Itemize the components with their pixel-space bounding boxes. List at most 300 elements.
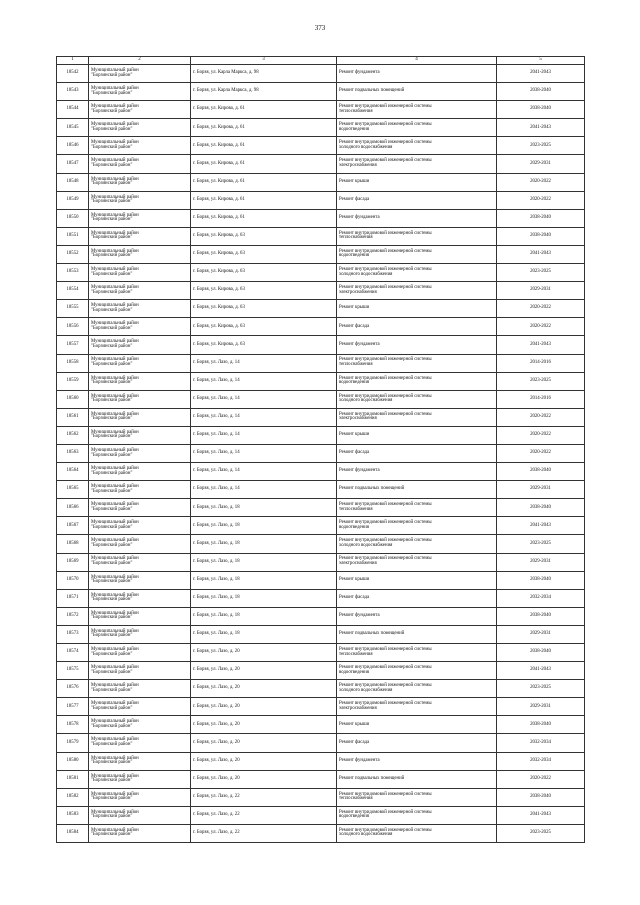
period-cell: 2032-2034 <box>497 589 585 607</box>
work-type-line: холодного водоснабжения <box>339 398 393 404</box>
work-type-cell <box>337 607 497 625</box>
address-cell: г. Борзя, ул. Лазо, д. 18 <box>191 625 337 643</box>
address-cell: г. Борзя, ул. Лазо, д. 20 <box>191 752 337 770</box>
municipality-cell <box>89 553 191 571</box>
record-number: 18572 <box>57 607 89 625</box>
municipality-line: Муниципальный район <box>91 393 139 399</box>
table-row <box>57 535 585 553</box>
municipality-line: Муниципальный район <box>91 429 139 435</box>
period-cell: 2029-2031 <box>497 155 585 173</box>
record-number: 18566 <box>57 499 89 517</box>
work-type-line: Ремонт внутридомовой инженерной системы <box>339 791 432 797</box>
work-type-cell <box>337 535 497 553</box>
table-row <box>57 282 585 300</box>
address-cell: г. Борзя, ул. Лазо, д. 20 <box>191 680 337 698</box>
period-cell: 2020-2022 <box>497 173 585 191</box>
municipality-cell <box>89 716 191 734</box>
municipality-line: Муниципальный район <box>91 701 139 707</box>
work-type-line: Ремонт внутридомовой инженерной системы <box>339 502 432 508</box>
table-row <box>57 119 585 137</box>
address-cell: г. Борзя, ул. Кирова, д. 61 <box>191 191 337 209</box>
table-row <box>57 589 585 607</box>
period-cell: 2029-2031 <box>497 481 585 499</box>
municipality-line: "Борзинский район" <box>91 217 133 223</box>
work-type-line: Ремонт внутридомовой инженерной системы <box>339 701 432 707</box>
work-type-cell <box>337 390 497 408</box>
work-type-line: Ремонт внутридомовой инженерной системы <box>339 665 432 671</box>
work-type-cell <box>337 444 497 462</box>
address-cell: г. Борзя, ул. Кирова, д. 61 <box>191 173 337 191</box>
municipality-cell <box>89 264 191 282</box>
column-header-4: 4 <box>337 57 497 65</box>
municipality-line: "Борзинский район" <box>91 181 133 187</box>
table-row <box>57 227 585 245</box>
municipality-cell <box>89 119 191 137</box>
work-type-line: Ремонт внутридомовой инженерной системы <box>339 248 432 254</box>
work-type-line: Ремонт фасада <box>339 739 370 745</box>
municipality-line: "Борзинский район" <box>91 470 133 476</box>
municipality-line: "Борзинский район" <box>91 669 133 675</box>
work-type-cell <box>337 806 497 824</box>
municipality-line: Муниципальный район <box>91 484 139 490</box>
table-row <box>57 137 585 155</box>
address-cell: г. Борзя, ул. Кирова, д. 63 <box>191 300 337 318</box>
municipality-cell <box>89 571 191 589</box>
municipality-cell <box>89 806 191 824</box>
municipality-cell <box>89 589 191 607</box>
work-type-cell <box>337 300 497 318</box>
work-type-line: электроснабжения <box>339 561 377 567</box>
work-type-line: водоотведения <box>339 380 369 386</box>
municipality-line: "Борзинский район" <box>91 271 133 277</box>
municipality-line: "Борзинский район" <box>91 235 133 241</box>
municipality-line: Муниципальный район <box>91 67 139 73</box>
address-cell: г. Борзя, ул. Кирова, д. 63 <box>191 227 337 245</box>
table-row <box>57 734 585 752</box>
record-number: 18569 <box>57 553 89 571</box>
municipality-line: Муниципальный район <box>91 411 139 417</box>
work-type-line: Ремонт внутридомовой инженерной системы <box>339 104 432 110</box>
period-cell: 2023-2025 <box>497 680 585 698</box>
record-number: 18545 <box>57 119 89 137</box>
work-type-line: Ремонт подвальных помещений <box>339 775 405 781</box>
record-number: 18553 <box>57 264 89 282</box>
table-row <box>57 716 585 734</box>
work-type-cell <box>337 571 497 589</box>
page-number: 373 <box>314 24 326 32</box>
municipality-cell <box>89 734 191 752</box>
period-cell: 2020-2022 <box>497 318 585 336</box>
municipality-line: Муниципальный район <box>91 86 139 92</box>
work-type-cell <box>337 662 497 680</box>
municipality-cell <box>89 607 191 625</box>
period-cell: 2041-2043 <box>497 806 585 824</box>
work-type-line: теплоснабжения <box>339 235 373 241</box>
municipality-cell <box>89 444 191 462</box>
work-type-line: Ремонт внутридомовой инженерной системы <box>339 809 432 815</box>
record-number: 18565 <box>57 481 89 499</box>
municipality-cell <box>89 155 191 173</box>
municipality-line: Муниципальный район <box>91 303 139 309</box>
table-row <box>57 83 585 101</box>
table-row <box>57 625 585 643</box>
work-type-line: электроснабжения <box>339 163 377 169</box>
period-cell: 2041-2043 <box>497 662 585 680</box>
record-number: 18561 <box>57 408 89 426</box>
work-type-cell <box>337 209 497 227</box>
record-number: 18550 <box>57 209 89 227</box>
period-cell: 2038-2040 <box>497 499 585 517</box>
record-number: 18570 <box>57 571 89 589</box>
work-type-cell <box>337 463 497 481</box>
record-number: 18583 <box>57 806 89 824</box>
record-number: 18564 <box>57 463 89 481</box>
municipality-line: Муниципальный район <box>91 230 139 236</box>
period-cell: 2038-2040 <box>497 644 585 662</box>
period-cell: 2020-2022 <box>497 408 585 426</box>
work-type-line: теплоснабжения <box>339 506 373 512</box>
table-row <box>57 481 585 499</box>
work-type-line: Ремонт внутридомовой инженерной системы <box>339 140 432 146</box>
work-type-line: Ремонт подвальных помещений <box>339 631 405 637</box>
municipality-cell <box>89 426 191 444</box>
work-type-cell <box>337 752 497 770</box>
address-cell: г. Борзя, ул. Лазо, д. 18 <box>191 499 337 517</box>
period-cell: 2038-2040 <box>497 209 585 227</box>
period-cell: 2029-2031 <box>497 698 585 716</box>
address-cell: г. Борзя, ул. Карла Маркса, д. 98 <box>191 83 337 101</box>
address-cell: г. Борзя, ул. Лазо, д. 20 <box>191 662 337 680</box>
record-number: 18577 <box>57 698 89 716</box>
period-cell: 2038-2040 <box>497 227 585 245</box>
municipality-cell <box>89 680 191 698</box>
municipality-line: Муниципальный район <box>91 357 139 363</box>
municipality-line: "Борзинский район" <box>91 488 133 494</box>
record-number: 18575 <box>57 662 89 680</box>
table-row <box>57 571 585 589</box>
work-type-line: Ремонт внутридомовой инженерной системы <box>339 556 432 562</box>
address-cell: г. Борзя, ул. Лазо, д. 20 <box>191 770 337 788</box>
address-cell: г. Борзя, ул. Лазо, д. 18 <box>191 607 337 625</box>
work-type-line: Ремонт внутридомовой инженерной системы <box>339 122 432 128</box>
work-type-line: Ремонт внутридомовой инженерной системы <box>339 827 432 833</box>
municipality-line: Муниципальный район <box>91 212 139 218</box>
municipality-line: "Борзинский район" <box>91 126 133 132</box>
work-type-line: холодного водоснабжения <box>339 144 393 150</box>
work-type-line: Ремонт внутридомовой инженерной системы <box>339 411 432 417</box>
municipality-line: "Борзинский район" <box>91 325 133 331</box>
record-number: 18576 <box>57 680 89 698</box>
record-number: 18582 <box>57 788 89 806</box>
table-row <box>57 354 585 372</box>
municipality-cell <box>89 517 191 535</box>
work-type-line: Ремонт фасада <box>339 196 370 202</box>
address-cell: г. Борзя, ул. Лазо, д. 14 <box>191 354 337 372</box>
municipality-line: Муниципальный район <box>91 809 139 815</box>
municipality-line: "Борзинский район" <box>91 90 133 96</box>
municipality-line: "Борзинский район" <box>91 633 133 639</box>
municipality-line: Муниципальный район <box>91 755 139 761</box>
work-type-line: Ремонт крыши <box>339 721 370 727</box>
record-number: 18579 <box>57 734 89 752</box>
work-type-line: водоотведения <box>339 524 369 530</box>
address-cell: г. Борзя, ул. Лазо, д. 18 <box>191 571 337 589</box>
address-cell: г. Борзя, ул. Карла Маркса, д. 98 <box>191 65 337 83</box>
address-cell: г. Борзя, ул. Кирова, д. 63 <box>191 318 337 336</box>
column-header-3: 3 <box>191 57 337 65</box>
period-cell: 2038-2040 <box>497 83 585 101</box>
table-row <box>57 553 585 571</box>
municipality-line: Муниципальный район <box>91 574 139 580</box>
municipality-line: "Борзинский район" <box>91 814 133 820</box>
table-row <box>57 770 585 788</box>
work-type-line: водоотведения <box>339 814 369 820</box>
address-cell: г. Борзя, ул. Лазо, д. 18 <box>191 535 337 553</box>
table-row <box>57 390 585 408</box>
municipality-cell <box>89 101 191 119</box>
work-type-line: водоотведения <box>339 669 369 675</box>
table-row <box>57 752 585 770</box>
municipality-line: Муниципальный район <box>91 122 139 128</box>
municipality-line: "Борзинский район" <box>91 416 133 422</box>
record-number: 18562 <box>57 426 89 444</box>
municipality-line: Муниципальный район <box>91 375 139 381</box>
work-type-line: электроснабжения <box>339 705 377 711</box>
municipality-cell <box>89 318 191 336</box>
work-type-cell <box>337 698 497 716</box>
work-type-line: Ремонт внутридомовой инженерной системы <box>339 683 432 689</box>
work-type-line: Ремонт внутридомовой инженерной системы <box>339 375 432 381</box>
work-type-line: Ремонт внутридомовой инженерной системы <box>339 520 432 526</box>
municipality-line: "Борзинский район" <box>91 380 133 386</box>
municipality-cell <box>89 300 191 318</box>
municipality-cell <box>89 662 191 680</box>
municipality-line: "Борзинский район" <box>91 597 133 603</box>
period-cell: 2041-2043 <box>497 119 585 137</box>
table-row <box>57 65 585 83</box>
address-cell: г. Борзя, ул. Лазо, д. 18 <box>191 517 337 535</box>
address-cell: г. Борзя, ул. Кирова, д. 61 <box>191 155 337 173</box>
record-number: 18554 <box>57 282 89 300</box>
work-type-cell <box>337 101 497 119</box>
record-number: 18563 <box>57 444 89 462</box>
table-body <box>57 57 585 843</box>
period-cell: 2038-2040 <box>497 788 585 806</box>
work-type-cell <box>337 282 497 300</box>
period-cell: 2020-2022 <box>497 426 585 444</box>
municipality-line: Муниципальный район <box>91 104 139 110</box>
work-type-line: Ремонт внутридомовой инженерной системы <box>339 285 432 291</box>
table-row <box>57 318 585 336</box>
period-cell: 2020-2022 <box>497 444 585 462</box>
address-cell: г. Борзя, ул. Лазо, д. 20 <box>191 698 337 716</box>
work-type-line: Ремонт фундамента <box>339 613 380 619</box>
work-type-line: Ремонт внутридомовой инженерной системы <box>339 230 432 236</box>
address-cell: г. Борзя, ул. Кирова, д. 61 <box>191 101 337 119</box>
work-type-cell <box>337 734 497 752</box>
work-type-cell <box>337 589 497 607</box>
municipality-line: Муниципальный район <box>91 447 139 453</box>
municipality-line: "Борзинский район" <box>91 687 133 693</box>
record-number: 18560 <box>57 390 89 408</box>
municipality-line: Муниципальный район <box>91 339 139 345</box>
work-type-line: Ремонт фундамента <box>339 341 380 347</box>
work-type-cell <box>337 245 497 263</box>
work-type-cell <box>337 173 497 191</box>
work-type-cell <box>337 824 497 842</box>
column-header-1: 1 <box>57 57 89 65</box>
record-number: 18547 <box>57 155 89 173</box>
table-row <box>57 662 585 680</box>
work-type-cell <box>337 408 497 426</box>
period-cell: 2041-2043 <box>497 65 585 83</box>
work-type-line: Ремонт фундамента <box>339 70 380 76</box>
work-type-cell <box>337 155 497 173</box>
work-type-line: Ремонт фундамента <box>339 757 380 763</box>
work-type-line: холодного водоснабжения <box>339 542 393 548</box>
municipality-line: Муниципальный район <box>91 285 139 291</box>
record-number: 18555 <box>57 300 89 318</box>
work-type-cell <box>337 499 497 517</box>
municipality-line: Муниципальный район <box>91 773 139 779</box>
work-type-cell <box>337 680 497 698</box>
table-row <box>57 408 585 426</box>
table-row <box>57 209 585 227</box>
work-type-line: теплоснабжения <box>339 362 373 368</box>
work-type-line: Ремонт крыши <box>339 305 370 311</box>
record-number: 18544 <box>57 101 89 119</box>
municipality-line: Муниципальный район <box>91 646 139 652</box>
work-type-line: Ремонт фасада <box>339 594 370 600</box>
municipality-line: "Борзинский район" <box>91 760 133 766</box>
work-type-cell <box>337 191 497 209</box>
municipality-line: "Борзинский район" <box>91 832 133 838</box>
address-cell: г. Борзя, ул. Кирова, д. 61 <box>191 119 337 137</box>
table-row <box>57 806 585 824</box>
municipality-line: "Борзинский район" <box>91 506 133 512</box>
municipality-cell <box>89 824 191 842</box>
municipality-line: "Борзинский район" <box>91 579 133 585</box>
period-cell: 2041-2043 <box>497 245 585 263</box>
table-row <box>57 517 585 535</box>
address-cell: г. Борзя, ул. Лазо, д. 20 <box>191 734 337 752</box>
address-cell: г. Борзя, ул. Лазо, д. 14 <box>191 426 337 444</box>
record-number: 18581 <box>57 770 89 788</box>
work-type-cell <box>337 553 497 571</box>
work-type-cell <box>337 354 497 372</box>
municipality-cell <box>89 65 191 83</box>
work-type-line: холодного водоснабжения <box>339 687 393 693</box>
municipality-cell <box>89 770 191 788</box>
table-row <box>57 191 585 209</box>
address-cell: г. Борзя, ул. Лазо, д. 14 <box>191 463 337 481</box>
address-cell: г. Борзя, ул. Лазо, д. 18 <box>191 589 337 607</box>
work-type-cell <box>337 788 497 806</box>
table-row <box>57 245 585 263</box>
municipality-line: "Борзинский район" <box>91 307 133 313</box>
municipality-cell <box>89 499 191 517</box>
table-row <box>57 264 585 282</box>
work-type-cell <box>337 770 497 788</box>
municipality-cell <box>89 227 191 245</box>
municipality-cell <box>89 209 191 227</box>
municipality-cell <box>89 752 191 770</box>
work-type-cell <box>337 227 497 245</box>
record-number: 18584 <box>57 824 89 842</box>
municipality-line: "Борзинский район" <box>91 542 133 548</box>
address-cell: г. Борзя, ул. Лазо, д. 22 <box>191 824 337 842</box>
municipality-line: Муниципальный район <box>91 140 139 146</box>
municipality-line: Муниципальный район <box>91 737 139 743</box>
address-cell: г. Борзя, ул. Лазо, д. 14 <box>191 444 337 462</box>
address-cell: г. Борзя, ул. Кирова, д. 63 <box>191 282 337 300</box>
record-number: 18559 <box>57 372 89 390</box>
table-header-row <box>57 57 585 65</box>
municipality-line: Муниципальный район <box>91 665 139 671</box>
table-row <box>57 173 585 191</box>
record-number: 18549 <box>57 191 89 209</box>
period-cell: 2038-2040 <box>497 607 585 625</box>
work-type-line: электроснабжения <box>339 416 377 422</box>
period-cell: 2020-2022 <box>497 770 585 788</box>
municipality-line: Муниципальный район <box>91 538 139 544</box>
column-header-2: 2 <box>89 57 191 65</box>
work-type-line: Ремонт крыши <box>339 178 370 184</box>
address-cell: г. Борзя, ул. Кирова, д. 63 <box>191 336 337 354</box>
municipality-line: Муниципальный район <box>91 683 139 689</box>
period-cell: 2023-2025 <box>497 535 585 553</box>
municipality-cell <box>89 408 191 426</box>
record-number: 18558 <box>57 354 89 372</box>
municipality-line: Муниципальный район <box>91 266 139 272</box>
municipality-line: Муниципальный район <box>91 466 139 472</box>
municipality-line: "Борзинский район" <box>91 615 133 621</box>
work-type-line: Ремонт внутридомовой инженерной системы <box>339 158 432 164</box>
municipality-cell <box>89 191 191 209</box>
municipality-cell <box>89 535 191 553</box>
municipality-line: Муниципальный район <box>91 158 139 164</box>
municipality-cell <box>89 336 191 354</box>
period-cell: 2038-2040 <box>497 101 585 119</box>
period-cell: 2014-2016 <box>497 390 585 408</box>
period-cell: 2038-2040 <box>497 463 585 481</box>
municipality-cell <box>89 390 191 408</box>
municipality-line: "Борзинский район" <box>91 796 133 802</box>
municipality-cell <box>89 83 191 101</box>
municipality-line: Муниципальный район <box>91 321 139 327</box>
municipality-line: "Борзинский район" <box>91 778 133 784</box>
record-number: 18568 <box>57 535 89 553</box>
address-cell: г. Борзя, ул. Кирова, д. 61 <box>191 209 337 227</box>
municipality-cell <box>89 245 191 263</box>
municipality-line: "Борзинский район" <box>91 163 133 169</box>
work-type-line: Ремонт фундамента <box>339 215 380 220</box>
work-type-line: Ремонт подвальных помещений <box>339 88 405 94</box>
record-number: 18557 <box>57 336 89 354</box>
table-row <box>57 680 585 698</box>
work-type-cell <box>337 372 497 390</box>
address-cell: г. Борзя, ул. Лазо, д. 14 <box>191 372 337 390</box>
municipality-cell <box>89 481 191 499</box>
work-type-line: Ремонт подвальных помещений <box>339 486 405 492</box>
municipality-line: Муниципальный район <box>91 791 139 797</box>
work-type-line: Ремонт внутридомовой инженерной системы <box>339 538 432 544</box>
record-number: 18542 <box>57 65 89 83</box>
period-cell: 2038-2040 <box>497 716 585 734</box>
period-cell: 2041-2043 <box>497 517 585 535</box>
municipality-line: "Борзинский район" <box>91 561 133 567</box>
period-cell: 2023-2025 <box>497 264 585 282</box>
